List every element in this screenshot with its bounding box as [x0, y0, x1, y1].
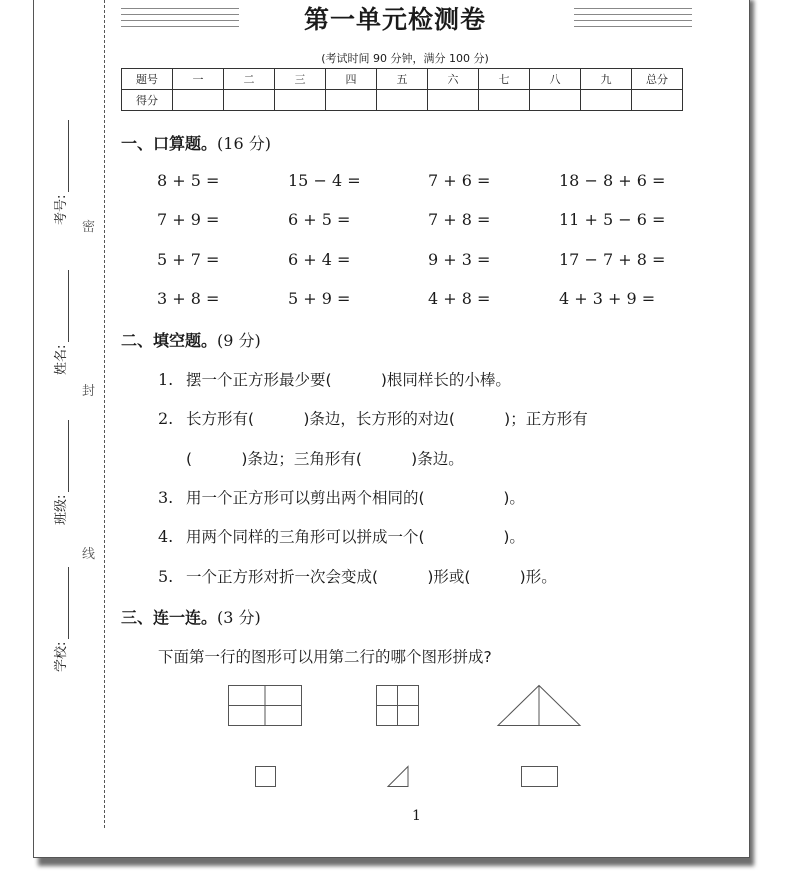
calc-item: 7 + 6 =	[428, 171, 491, 190]
class-label: 班级:	[54, 494, 69, 525]
rectangle-four-parts-shape[interactable]	[229, 686, 302, 726]
question-text: 一个正方形对折一次会变成( )形或( )形。	[186, 568, 557, 586]
page-number: 1	[412, 808, 421, 824]
score-table-cell: 八	[530, 69, 581, 90]
score-table-cell: 题号	[122, 69, 173, 90]
section3-points: (3 分)	[217, 608, 261, 627]
question-text: 用两个同样的三角形可以拼成一个( )。	[186, 528, 525, 546]
question-number: 2.	[158, 409, 174, 428]
exam-number-label: 考号:	[54, 194, 69, 225]
calc-item: 18 − 8 + 6 =	[559, 171, 666, 190]
section3-title: 三、连一连。	[121, 608, 218, 627]
question-text: 摆一个正方形最少要( )根同样长的小棒。	[186, 371, 511, 389]
small-right-triangle-option[interactable]	[388, 767, 408, 787]
score-table-cell: 四	[326, 69, 377, 90]
calc-item: 17 − 7 + 8 =	[559, 250, 666, 269]
calc-item: 5 + 9 =	[288, 289, 351, 308]
calc-item: 8 + 5 =	[157, 171, 220, 190]
calc-item: 7 + 9 =	[157, 210, 220, 229]
question-number: 4.	[158, 527, 174, 546]
score-table-cell: 五	[377, 69, 428, 90]
score-table-cell: 总分	[632, 69, 683, 90]
calc-item: 15 − 4 =	[288, 171, 361, 190]
score-table-cell: 九	[581, 69, 632, 90]
score-table-cell: 三	[275, 69, 326, 90]
exam-info: (考试时间 90 分钟，满分 100 分)	[321, 52, 489, 65]
instruction-text: 下面第一行的图形可以用第二行的哪个图形拼成?	[158, 648, 492, 666]
school-label: 学校:	[54, 641, 69, 672]
triangle-two-parts-shape[interactable]	[498, 686, 580, 726]
score-table-cell: 六	[428, 69, 479, 90]
section2-title: 二、填空题。	[121, 331, 218, 350]
seal-char-mi: 密	[82, 220, 96, 235]
square-four-parts-shape[interactable]	[377, 686, 419, 726]
small-rectangle-option[interactable]	[522, 767, 558, 787]
page-title: 第一单元检测卷	[303, 5, 486, 34]
small-square-option[interactable]	[256, 767, 276, 787]
calc-item: 6 + 5 =	[288, 210, 351, 229]
score-table-cell: 一	[173, 69, 224, 90]
question-number: 1.	[158, 370, 174, 389]
calc-item: 9 + 3 =	[428, 250, 491, 269]
calc-item: 3 + 8 =	[157, 289, 220, 308]
calc-item: 11 + 5 − 6 =	[559, 210, 666, 229]
question-text: ( )条边；三角形有( )条边。	[186, 450, 464, 468]
question-text: 用一个正方形可以剪出两个相同的( )。	[186, 489, 525, 507]
seal-char-feng: 封	[82, 384, 96, 399]
section2-points: (9 分)	[217, 331, 261, 350]
section1-points: (16 分)	[217, 134, 271, 153]
section1-title: 一、口算题。	[121, 134, 218, 153]
calc-item: 4 + 3 + 9 =	[559, 289, 656, 308]
question-number: 5.	[158, 567, 174, 586]
question-text: 长方形有( )条边，长方形的对边( )；正方形有	[186, 410, 588, 428]
calc-item: 4 + 8 =	[428, 289, 491, 308]
name-label: 姓名:	[54, 344, 69, 375]
calc-item: 6 + 4 =	[288, 250, 351, 269]
score-table-cell: 得分	[122, 90, 173, 111]
question-number: 3.	[158, 488, 174, 507]
calc-item: 5 + 7 =	[157, 250, 220, 269]
score-table-cell: 二	[224, 69, 275, 90]
score-table-cell: 七	[479, 69, 530, 90]
seal-char-xian: 线	[82, 547, 96, 562]
calc-item: 7 + 8 =	[428, 210, 491, 229]
